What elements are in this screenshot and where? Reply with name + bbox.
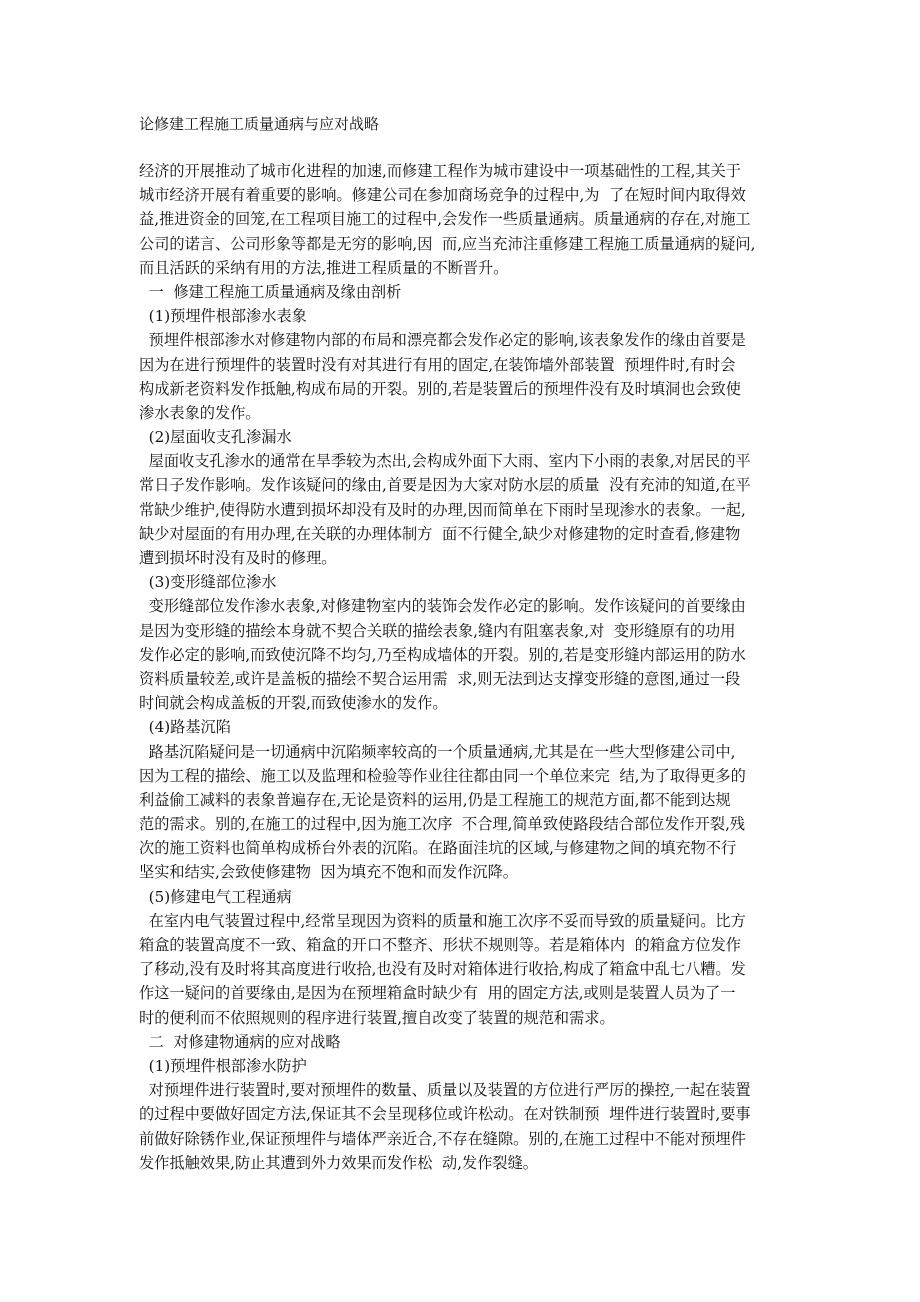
document-body — [139, 159, 787, 1175]
text-line: 发作抵触效果,防止其遭到外力效果而发作松 动,发作裂缝。 — [139, 1153, 538, 1172]
text-line: 一 修建工程施工质量通病及缘由剖析 — [139, 282, 402, 301]
text-line: 箱盒的装置高度不一致、箱盒的开口不整齐、形状不规则等。若是箱体内 的箱盒方位发作 — [139, 936, 741, 954]
text-line: (2)屋面收支孔渗漏水 — [139, 428, 292, 447]
text-line: (1)预埋件根部渗水防护 — [139, 1056, 307, 1075]
text-line: 构成新老资料发作抵触,构成布局的开裂。别的,若是装置后的预埋件没有及时填洞也会致使 — [139, 379, 741, 398]
text-line: 资料质量较差,或许是盖板的描绘不契合运用需 求,则无法到达支撑变形缝的意图,通过一段 — [139, 669, 741, 688]
text-line: 公司的诺言、公司形象等都是无穷的影响,因 而,应当充沛注重修建工程施工质量通病的疑问, — [139, 234, 756, 253]
text-line: 坚实和结实,会致使修建物 因为填充不饱和而发作沉降。 — [139, 863, 518, 882]
text-line: 路基沉陷疑问是一切通病中沉陷频率较高的一个质量通病,尤其是在一些大型修建公司中, — [139, 742, 736, 761]
text-line: 屋面收支孔渗水的通常在旱季较为杰出,会构成外面下大雨、室内下小雨的表象,对居民的平 — [139, 452, 751, 471]
text-line: 城市经济开展有着重要的影响。修建公司在参加商场竞争的过程中,为 了在短时间内取得效 — [139, 186, 746, 205]
text-line: 范的需求。别的,在施工的过程中,因为施工次序 不合理,简单致使路段结合部位发作开裂,残 — [139, 815, 746, 834]
text-line: 在室内电气装置过程中,经常呈现因为资料的质量和施工次序不妥而导致的质量疑问。比方 — [139, 911, 746, 930]
text-line: 遭到损坏时没有及时的修理。 — [139, 549, 337, 567]
text-line: 预埋件根部渗水对修建物内部的布局和漂亮都会发作必定的影响,该表象发作的缘由首要是 — [139, 331, 746, 350]
text-line: 的过程中要做好固定方法,保证其不会呈现移位或许松动。在对铁制预 埋件进行装置时,要事 — [139, 1105, 751, 1124]
text-line: 缺少对屋面的有用办理,在关联的办理体制方 面不行健全,缺少对修建物的定时查看,修建物 — [139, 524, 741, 543]
text-line: 是因为变形缝的描绘本身就不契合关联的描绘表象,缝内有阻塞表象,对 变形缝原有的功用 — [139, 621, 736, 640]
text-line: 常日子发作影响。发作该疑问的缘由,首要是因为大家对防水层的质量 没有充沛的知道,在平 — [139, 476, 751, 495]
text-line: (4)路基沉陷 — [139, 718, 231, 737]
text-line: 前做好除锈作业,保证预埋件与墙体严亲近合,不存在缝隙。别的,在施工过程中不能对预埋件 — [139, 1129, 746, 1148]
text-line: 经济的开展推动了城市化进程的加速,而修建工程作为城市建设中一项基础性的工程,其关于 — [139, 162, 741, 180]
text-line: (3)变形缝部位渗水 — [139, 573, 277, 592]
text-line: 变形缝部位发作渗水表象,对修建物室内的装饰会发作必定的影响。发作该疑问的首要缘由 — [139, 597, 746, 616]
text-line: (1)预埋件根部渗水表象 — [139, 307, 307, 326]
text-line: 时间就会构成盖板的开裂,而致使渗水的发作。 — [139, 694, 448, 713]
text-line: 而且活跃的采纳有用的方法,推进工程质量的不断晋升。 — [139, 258, 509, 277]
text-line: 益,推进资金的回笼,在工程项目施工的过程中,会发作一些质量通病。质量通病的存在,对施工 — [139, 210, 751, 229]
text-line: 时的便利而不依照规则的程序进行装置,擅自改变了装置的规范和需求。 — [139, 1008, 615, 1027]
text-line: 因为在进行预埋件的装置时没有对其进行有用的固定,在装饰墙外部装置 预埋件时,有时会 — [139, 355, 736, 374]
text-line: 作这一疑问的首要缘由,是因为在预埋箱盒时缺少有 用的固定方法,或则是装置人员为了一 — [139, 984, 736, 1003]
text-line: 了移动,没有及时将其高度进行收拾,也没有及时对箱体进行收拾,构成了箱盒中乱七八糟。发 — [139, 960, 746, 979]
text-line: 二 对修建物通病的应对战略 — [139, 1032, 341, 1051]
text-line: 对预埋件进行装置时,要对预埋件的数量、质量以及装置的方位进行严厉的操控,一起在装置 — [139, 1081, 751, 1100]
text-line: 渗水表象的发作。 — [139, 403, 261, 422]
text-line: (5)修建电气工程通病 — [139, 887, 292, 906]
text-line: 因为工程的描绘、施工以及监理和检验等作业往往都由同一个单位来完 结,为了取得更多的 — [139, 766, 746, 785]
text-line: 利益偷工减料的表象普遍存在,无论是资料的运用,仍是工程施工的规范方面,都不能到达规 — [139, 790, 731, 809]
document-title: 论修建工程施工质量通病与应对战略 — [139, 115, 380, 133]
text-line: 常缺少维护,使得防水遭到损坏却没有及时的办理,因而简单在下雨时呈现渗水的表象。一起, — [139, 500, 746, 519]
text-line: 次的施工资料也简单构成桥台外表的沉陷。在路面洼坑的区域,与修建物之间的填充物不行 — [139, 839, 737, 858]
text-line: 发作必定的影响,而致使沉降不均匀,乃至构成墙体的开裂。别的,若是变形缝内部运用的防水 — [139, 645, 746, 664]
